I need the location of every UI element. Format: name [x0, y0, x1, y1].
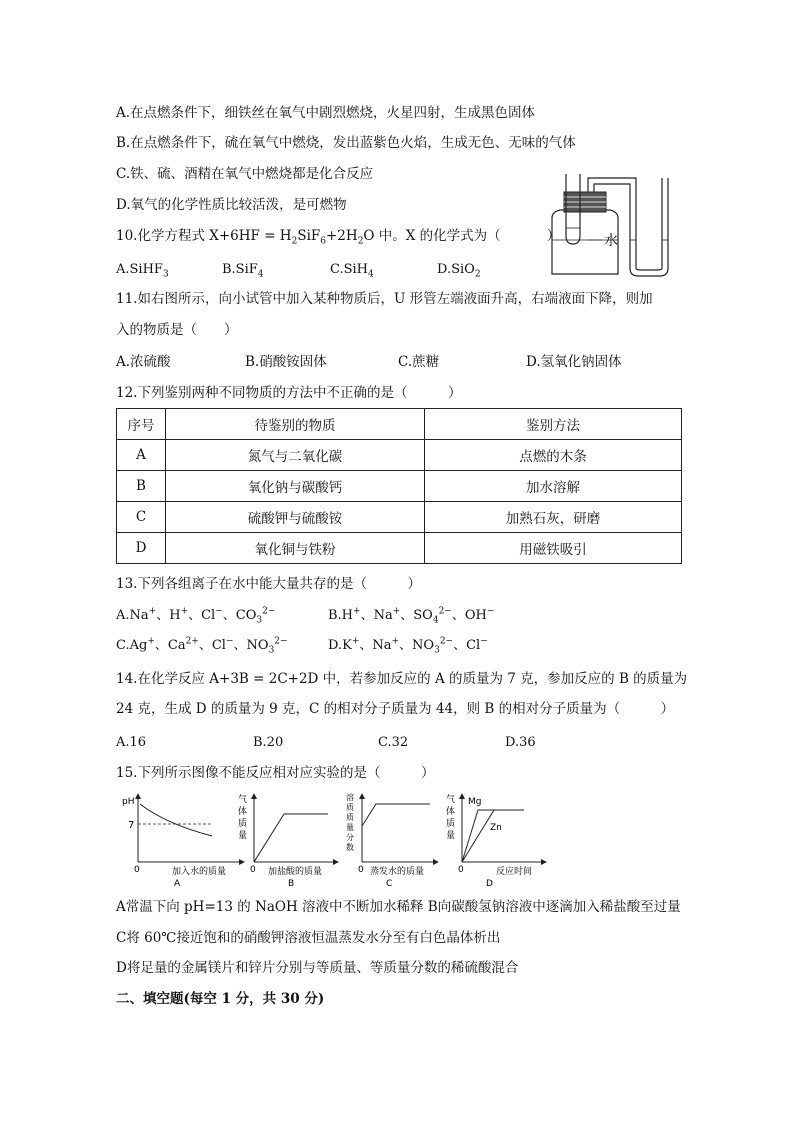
- table-cell: A: [117, 440, 166, 471]
- table-cell: 氧化铜与铁粉: [166, 533, 425, 564]
- q13-option-b: B.H+、Na+、$SO_4^{2-}$、OH−: [328, 606, 495, 626]
- table-cell: D: [117, 533, 166, 564]
- graph-letter: D: [486, 879, 493, 889]
- zn-curve: [462, 810, 494, 862]
- q10-option-c: C.SiH$_4$: [330, 262, 374, 280]
- q14-option-c: C.32: [378, 735, 409, 750]
- q10-option-d: D.SiO$_2$: [437, 262, 481, 280]
- q10-option-b: B.SiF$_4$: [222, 262, 264, 280]
- q11-option-c: C.蔗糖: [398, 354, 440, 370]
- y-axis-label-4: 量: [238, 831, 248, 841]
- x-axis-label: 加盐酸的质量: [268, 867, 323, 877]
- x-axis-label: 加入水的质量: [172, 867, 227, 877]
- origin-label: 0: [458, 865, 464, 875]
- q13-option-d: D.K+、Na+、$NO_3^{2-}$、Cl−: [328, 636, 488, 656]
- q9-option-b: B.在点燃条件下，硫在氧气中燃烧，发出蓝紫色火焰，生成无色、无味的气体: [116, 135, 576, 151]
- y-axis-label-4: 量: [446, 831, 456, 841]
- q10-stem: 10.化学方程式 $X+6HF = H_2SiF_6+2H_2O$ 中。X 的化学式为（ ）: [116, 228, 561, 247]
- q11-option-a: A.浓硫酸: [116, 354, 171, 370]
- q9-option-d: D.氧气的化学性质比较活泼，是可燃物: [116, 197, 347, 213]
- table-cell: 用磁铁吸引: [425, 533, 682, 564]
- table-cell: 点燃的木条: [425, 440, 682, 471]
- table-header-cell: 序号: [117, 409, 166, 440]
- u-tube-apparatus-figure: [544, 170, 679, 280]
- q10-option-a: A.SiHF$_3$: [116, 262, 169, 280]
- y-axis-label-3: 质: [346, 813, 354, 822]
- q14-option-b: B.20: [253, 735, 284, 750]
- q11-stem-line2: 入的物质是（ ）: [116, 322, 238, 338]
- q14-option-a: A.16: [116, 735, 147, 750]
- q11-stem-line1: 11.如右图所示，向小试管中加入某种物质后，U 形管左端液面升高，右端液面下降，则加: [116, 291, 653, 307]
- table-row: [117, 502, 682, 533]
- q12-table: [116, 408, 682, 564]
- y-axis-label-2: 质: [346, 803, 354, 812]
- mg-label: Mg: [468, 797, 482, 807]
- q13-option-c: C.Ag+、$Ca^{2+}$、Cl−、$NO_3^{2-}$: [116, 636, 288, 656]
- table-row: [117, 533, 682, 564]
- table-cell: 氧化钠与碳酸钙: [166, 471, 425, 502]
- table-cell: 硫酸钾与硫酸铵: [166, 502, 425, 533]
- fraction-curve: [362, 804, 430, 826]
- q15-stem: 15.下列所示图像不能反应相对应实验的是（ ）: [116, 765, 435, 781]
- graph-letter: C: [386, 879, 393, 889]
- graph-letter: B: [288, 879, 295, 889]
- y-axis-label-1: 气: [446, 795, 456, 805]
- table-header-cell: 待鉴别的物质: [166, 409, 425, 440]
- table-header-cell: 鉴别方法: [425, 409, 682, 440]
- origin-label: 0: [250, 865, 256, 875]
- q15-description-d: D将足量的金属镁片和锌片分别与等质量、等质量分数的稀硫酸混合: [116, 960, 519, 976]
- q14-stem-line1: 14.在化学反应 A+3B = 2C+2D 中，若参加反应的 A 的质量为 7 克，参加反应的 B 的质量为: [116, 671, 688, 687]
- x-axis-label: 反应时间: [496, 867, 533, 877]
- ph-curve: [140, 804, 212, 836]
- q11-option-b: B.硝酸铵固体: [245, 354, 327, 370]
- origin-label: 0: [358, 865, 364, 875]
- table-cell: C: [117, 502, 166, 533]
- graph-c: [340, 790, 440, 890]
- table-cell: 加熟石灰，研磨: [425, 502, 682, 533]
- table-row: [117, 440, 682, 471]
- water-label: 水: [604, 233, 618, 249]
- zn-label: Zn: [490, 823, 502, 833]
- x-axis-label: 蒸发水的质量: [370, 867, 425, 877]
- y-axis-label-1: 溶: [346, 793, 354, 802]
- y-axis-label-2: 体: [446, 807, 456, 817]
- section-heading: 二、填空题(每空 1 分，共 30 分): [116, 991, 325, 1007]
- gas-curve: [254, 814, 328, 862]
- q13-stem: 13.下列各组离子在水中能大量共存的是（ ）: [116, 576, 421, 592]
- graph-b: [232, 790, 342, 890]
- table-cell: B: [117, 471, 166, 502]
- q13-option-a: A.Na+、H+、Cl−、$CO_3^{2-}$: [116, 606, 276, 626]
- q9-option-a: A.在点燃条件下，细铁丝在氧气中剧烈燃烧，火星四射，生成黑色固体: [116, 105, 536, 121]
- mark-seven: 7: [128, 820, 135, 831]
- q14-option-d: D.36: [505, 735, 536, 750]
- y-axis-label-6: 数: [346, 843, 354, 852]
- y-axis-label-1: 气: [238, 795, 248, 805]
- y-axis-label-3: 质: [238, 819, 248, 829]
- table-header-row: [117, 409, 682, 440]
- table-row: [117, 471, 682, 502]
- y-axis-label-2: 体: [238, 807, 248, 817]
- graph-letter: A: [174, 879, 181, 889]
- table-cell: 氮气与二氧化碳: [166, 440, 425, 471]
- y-axis-label-4: 量: [346, 823, 354, 832]
- q15-description-ab: A常温下向 pH=13 的 NaOH 溶液中不断加水稀释 B向碳酸氢钠溶液中逐滴加入稀盐酸至过量: [116, 899, 681, 915]
- y-axis-label: pH: [122, 797, 135, 807]
- mg-curve: [462, 810, 524, 862]
- graph-a: [116, 790, 246, 890]
- y-axis-label-3: 质: [446, 819, 456, 829]
- q11-option-d: D.氢氧化钠固体: [526, 354, 622, 370]
- graph-d: [440, 790, 550, 890]
- q15-description-c: C将 60℃接近饱和的硝酸钾溶液恒温蒸发水分至有白色晶体析出: [116, 930, 501, 946]
- q9-option-c: C.铁、硫、酒精在氧气中燃烧都是化合反应: [116, 166, 374, 182]
- q12-stem: 12.下列鉴别两种不同物质的方法中不正确的是（ ）: [116, 385, 462, 401]
- table-cell: 加水溶解: [425, 471, 682, 502]
- y-axis-label-5: 分: [346, 833, 354, 842]
- q14-stem-line2: 24 克，生成 D 的质量为 9 克，C 的相对分子质量为 44，则 B 的相对分子质量为（ ）: [116, 701, 675, 717]
- origin-label: 0: [134, 865, 140, 875]
